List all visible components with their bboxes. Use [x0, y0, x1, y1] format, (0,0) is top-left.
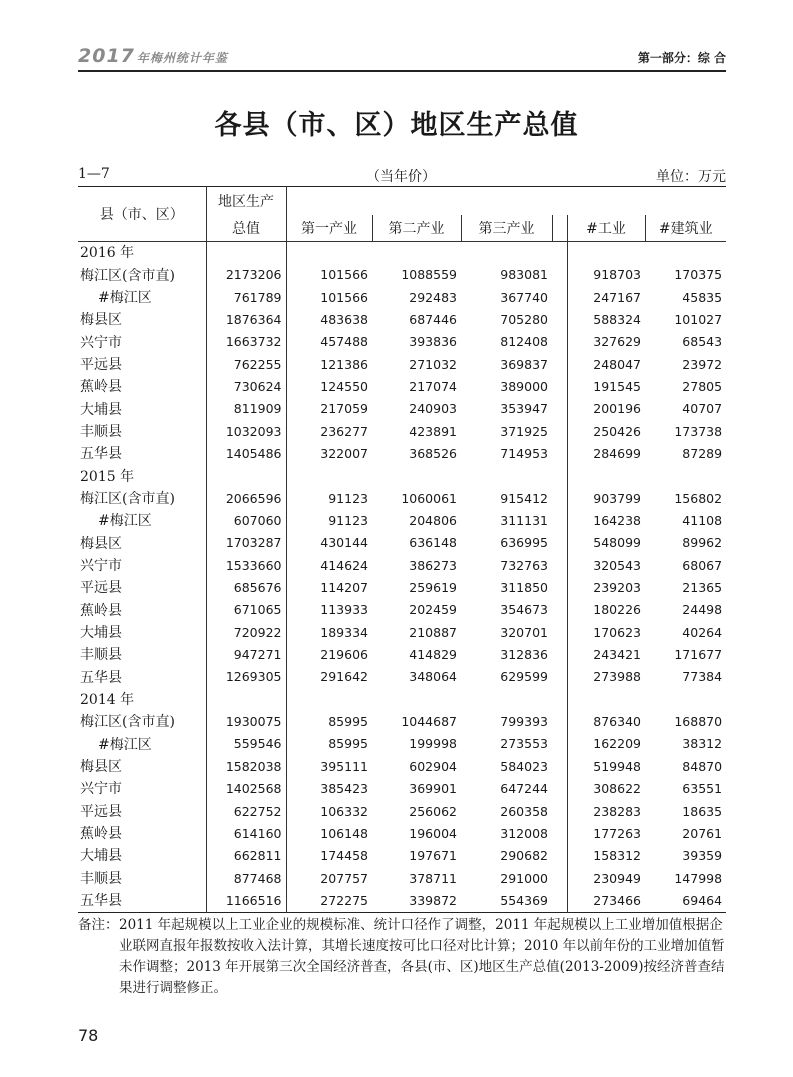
secondary-value: 196004 — [409, 825, 457, 841]
region-name: 大埔县 — [78, 398, 206, 420]
year-label: 2014 年 — [78, 689, 206, 711]
region-name: #梅江区 — [78, 734, 206, 756]
region-name: 兴宁市 — [78, 331, 206, 353]
col-header-gdp-line1: 地区生产 — [206, 187, 286, 216]
table-row — [78, 667, 726, 689]
primary-value: 101566 — [320, 289, 368, 305]
industry-value: 200196 — [593, 401, 641, 417]
primary-value: 322007 — [320, 446, 368, 462]
table-row — [78, 376, 726, 398]
industry-value: 273988 — [593, 669, 641, 685]
region-name: 五华县 — [78, 667, 206, 689]
primary-value: 291642 — [320, 669, 368, 685]
construction-value: 39359 — [682, 848, 723, 864]
industry-value: 273466 — [593, 892, 641, 908]
industry-value: 918703 — [593, 267, 641, 283]
page-number: 78 — [78, 1026, 99, 1045]
gdp-value: 2066596 — [206, 488, 286, 510]
col-header-secondary: 第二产业 — [372, 215, 461, 242]
secondary-value: 204806 — [409, 513, 457, 529]
secondary-value: 378711 — [409, 870, 457, 886]
tertiary-value: 312008 — [500, 825, 548, 841]
tertiary-value: 320701 — [500, 624, 548, 640]
tertiary-value: 584023 — [500, 758, 548, 774]
secondary-value: 256062 — [409, 803, 457, 819]
secondary-value: 199998 — [409, 736, 457, 752]
table-row — [78, 510, 726, 532]
industry-value: 327629 — [593, 334, 641, 350]
region-name: 梅县区 — [78, 532, 206, 554]
primary-value: 483638 — [320, 311, 368, 327]
note-label: 备注： — [78, 917, 119, 933]
industry-value: 243421 — [593, 647, 641, 663]
construction-value: 23972 — [682, 356, 723, 372]
region-name: #梅江区 — [78, 510, 206, 532]
table-row — [78, 398, 726, 420]
construction-value: 20761 — [682, 825, 723, 841]
secondary-value: 386273 — [409, 557, 457, 573]
industry-value: 308622 — [593, 781, 641, 797]
construction-value: 147998 — [674, 870, 723, 886]
construction-value: 101027 — [674, 311, 723, 327]
table-row — [78, 488, 726, 510]
construction-value: 18635 — [682, 803, 723, 819]
gdp-value: 1876364 — [206, 309, 286, 331]
industry-value: 250426 — [593, 423, 641, 439]
primary-value: 207757 — [320, 870, 368, 886]
col-header-primary: 第一产业 — [286, 215, 372, 242]
secondary-value: 369901 — [409, 781, 457, 797]
unit-label: 单位：万元 — [656, 169, 726, 185]
industry-value: 519948 — [593, 758, 641, 774]
tertiary-value: 554369 — [500, 892, 548, 908]
tertiary-value: 389000 — [500, 378, 548, 394]
industry-value: 230949 — [593, 870, 641, 886]
gdp-value: 671065 — [206, 600, 286, 622]
gdp-value: 1703287 — [206, 532, 286, 554]
industry-value: 248047 — [593, 356, 641, 372]
secondary-value: 210887 — [409, 624, 457, 640]
gdp-value: 1663732 — [206, 331, 286, 353]
primary-value: 217059 — [320, 401, 368, 417]
construction-value: 89962 — [682, 535, 723, 551]
construction-value: 21365 — [682, 580, 723, 596]
year-row — [78, 242, 726, 265]
tertiary-value: 353947 — [500, 401, 548, 417]
construction-value: 87289 — [682, 446, 723, 462]
region-name: 蕉岭县 — [78, 376, 206, 398]
gdp-value: 1269305 — [206, 667, 286, 689]
primary-value: 385423 — [320, 781, 368, 797]
region-name: 梅县区 — [78, 756, 206, 778]
table-row — [78, 823, 726, 845]
industry-value: 239203 — [593, 580, 641, 596]
col-header-industry: #工业 — [567, 215, 645, 242]
tertiary-value: 369837 — [500, 356, 548, 372]
region-name: 梅江区(含市直) — [78, 264, 206, 286]
industry-value: 191545 — [593, 378, 641, 394]
primary-value: 113933 — [320, 602, 368, 618]
secondary-value: 259619 — [409, 580, 457, 596]
table-row — [78, 443, 726, 465]
primary-value: 395111 — [320, 758, 368, 774]
construction-value: 24498 — [682, 602, 723, 618]
construction-value: 69464 — [682, 892, 723, 908]
industry-value: 284699 — [593, 446, 641, 462]
gdp-value: 811909 — [206, 398, 286, 420]
primary-value: 174458 — [320, 848, 368, 864]
col-header-region: 县（市、区） — [78, 187, 206, 242]
price-note: （当年价） — [366, 169, 436, 185]
secondary-value: 414829 — [409, 647, 457, 663]
note-text: 2011 年起规模以上工业企业的规模标准、统计口径作了调整，2011 年起规模以上工业增加值根据企业联网直报年报数按收入法计算，其增长速度按可比口径对比计算；2010 年以前年份的工业增加值暂未作调整；2013 年开展第三次全国经济普查，各县(市、区)地区生产总值(2013-2009)按经济普查结果进行调整修正。 — [119, 917, 725, 996]
region-name: 大埔县 — [78, 845, 206, 867]
secondary-value: 393836 — [409, 334, 457, 350]
industry-value: 164238 — [593, 513, 641, 529]
table-row — [78, 532, 726, 554]
construction-value: 45835 — [682, 289, 723, 305]
footnote — [78, 915, 726, 999]
construction-value: 40264 — [682, 624, 723, 640]
tertiary-value: 799393 — [500, 714, 548, 730]
table-row — [78, 734, 726, 756]
tertiary-value: 636995 — [500, 535, 548, 551]
tertiary-value: 290682 — [500, 848, 548, 864]
secondary-value: 687446 — [409, 311, 457, 327]
tertiary-value: 311850 — [500, 580, 548, 596]
table-row — [78, 756, 726, 778]
region-name: 蕉岭县 — [78, 823, 206, 845]
construction-value: 173738 — [674, 423, 723, 439]
region-name: 丰顺县 — [78, 421, 206, 443]
secondary-value: 292483 — [409, 289, 457, 305]
tertiary-value: 812408 — [500, 334, 548, 350]
tertiary-value: 705280 — [500, 311, 548, 327]
tertiary-value: 732763 — [500, 557, 548, 573]
tertiary-value: 647244 — [500, 781, 548, 797]
yearbook-logo — [78, 45, 228, 67]
year-label: 2016 年 — [78, 242, 206, 265]
secondary-value: 339872 — [409, 892, 457, 908]
construction-value: 68543 — [682, 334, 723, 350]
primary-value: 106332 — [320, 803, 368, 819]
tertiary-value: 367740 — [500, 289, 548, 305]
gdp-value: 607060 — [206, 510, 286, 532]
gdp-table — [78, 186, 726, 913]
region-name: 五华县 — [78, 443, 206, 465]
primary-value: 114207 — [320, 580, 368, 596]
primary-value: 236277 — [320, 423, 368, 439]
gdp-value: 1166516 — [206, 890, 286, 913]
region-name: 平远县 — [78, 801, 206, 823]
gdp-value: 622752 — [206, 801, 286, 823]
table-row — [78, 287, 726, 309]
secondary-value: 636148 — [409, 535, 457, 551]
table-row — [78, 868, 726, 890]
region-name: 大埔县 — [78, 622, 206, 644]
primary-value: 457488 — [320, 334, 368, 350]
primary-value: 101566 — [320, 267, 368, 283]
year-label: 2015 年 — [78, 465, 206, 487]
construction-value: 68067 — [682, 557, 723, 573]
table-row — [78, 801, 726, 823]
tertiary-value: 983081 — [500, 267, 548, 283]
construction-value: 40707 — [682, 401, 723, 417]
construction-value: 171677 — [674, 647, 723, 663]
industry-value: 320543 — [593, 557, 641, 573]
region-name: 兴宁市 — [78, 778, 206, 800]
region-name: 五华县 — [78, 890, 206, 913]
gdp-value: 559546 — [206, 734, 286, 756]
secondary-value: 1060061 — [401, 490, 457, 506]
industry-value: 238283 — [593, 803, 641, 819]
tertiary-value: 291000 — [500, 870, 548, 886]
industry-value: 158312 — [593, 848, 641, 864]
primary-value: 106148 — [320, 825, 368, 841]
table-row — [78, 778, 726, 800]
page-title: 各县（市、区）地区生产总值 — [214, 110, 579, 141]
industry-value: 548099 — [593, 535, 641, 551]
table-body — [78, 242, 726, 913]
construction-value: 27805 — [682, 378, 723, 394]
secondary-value: 1044687 — [401, 714, 457, 730]
logo-title: 年梅州统计年鉴 — [136, 51, 228, 65]
table-row — [78, 354, 726, 376]
secondary-value: 271032 — [409, 356, 457, 372]
secondary-value: 1088559 — [401, 267, 457, 283]
table-row — [78, 264, 726, 286]
table-row — [78, 845, 726, 867]
gdp-value: 1930075 — [206, 711, 286, 733]
table-row — [78, 331, 726, 353]
region-name: 蕉岭县 — [78, 600, 206, 622]
primary-value: 121386 — [320, 356, 368, 372]
industry-value: 177263 — [593, 825, 641, 841]
gdp-value: 947271 — [206, 644, 286, 666]
industry-value: 876340 — [593, 714, 641, 730]
construction-value: 41108 — [682, 513, 723, 529]
tertiary-value: 311131 — [500, 513, 548, 529]
gdp-value: 1533660 — [206, 555, 286, 577]
construction-value: 156802 — [674, 490, 723, 506]
gdp-value: 1582038 — [206, 756, 286, 778]
col-header-tertiary: 第三产业 — [461, 215, 552, 242]
year-row — [78, 689, 726, 711]
primary-value: 85995 — [328, 714, 368, 730]
secondary-value: 602904 — [409, 758, 457, 774]
primary-value: 91123 — [328, 490, 368, 506]
gdp-value: 662811 — [206, 845, 286, 867]
table-row — [78, 711, 726, 733]
region-name: 梅县区 — [78, 309, 206, 331]
industry-value: 247167 — [593, 289, 641, 305]
construction-value: 84870 — [682, 758, 723, 774]
region-name: 丰顺县 — [78, 644, 206, 666]
page-header — [78, 44, 726, 72]
tertiary-value: 629599 — [500, 669, 548, 685]
tertiary-value: 260358 — [500, 803, 548, 819]
tertiary-value: 312836 — [500, 647, 548, 663]
gdp-value: 614160 — [206, 823, 286, 845]
gdp-value: 1405486 — [206, 443, 286, 465]
table-row — [78, 421, 726, 443]
primary-value: 189334 — [320, 624, 368, 640]
secondary-value: 197671 — [409, 848, 457, 864]
region-name: 丰顺县 — [78, 868, 206, 890]
table-row — [78, 600, 726, 622]
section-label: 第一部分：综 合 — [637, 51, 726, 65]
primary-value: 272275 — [320, 892, 368, 908]
primary-value: 124550 — [320, 378, 368, 394]
gdp-value: 761789 — [206, 287, 286, 309]
tertiary-value: 273553 — [500, 736, 548, 752]
region-name: 兴宁市 — [78, 555, 206, 577]
table-row — [78, 622, 726, 644]
secondary-value: 423891 — [409, 423, 457, 439]
industry-value: 180226 — [593, 602, 641, 618]
construction-value: 63551 — [682, 781, 723, 797]
primary-value: 219606 — [320, 647, 368, 663]
table-row — [78, 309, 726, 331]
tertiary-value: 371925 — [500, 423, 548, 439]
col-header-gdp-line2: 总值 — [206, 215, 286, 242]
secondary-value: 368526 — [409, 446, 457, 462]
gdp-value: 1402568 — [206, 778, 286, 800]
region-name: 平远县 — [78, 354, 206, 376]
region-name: 梅江区(含市直) — [78, 488, 206, 510]
industry-value: 588324 — [593, 311, 641, 327]
table-row — [78, 644, 726, 666]
region-name: 梅江区(含市直) — [78, 711, 206, 733]
table-row — [78, 555, 726, 577]
tertiary-value: 354673 — [500, 602, 548, 618]
table-code: 1—7 — [78, 166, 110, 182]
primary-value: 91123 — [328, 513, 368, 529]
region-name: 平远县 — [78, 577, 206, 599]
secondary-value: 202459 — [409, 602, 457, 618]
construction-value: 168870 — [674, 714, 723, 730]
tertiary-value: 714953 — [500, 446, 548, 462]
region-name: #梅江区 — [78, 287, 206, 309]
construction-value: 77384 — [682, 669, 723, 685]
gdp-value: 730624 — [206, 376, 286, 398]
year-row — [78, 465, 726, 487]
secondary-value: 240903 — [409, 401, 457, 417]
gdp-value: 2173206 — [206, 264, 286, 286]
table-row — [78, 577, 726, 599]
tertiary-value: 915412 — [500, 490, 548, 506]
gdp-value: 720922 — [206, 622, 286, 644]
secondary-value: 217074 — [409, 378, 457, 394]
industry-value: 903799 — [593, 490, 641, 506]
construction-value: 38312 — [682, 736, 723, 752]
primary-value: 414624 — [320, 557, 368, 573]
logo-year: 2017 — [78, 45, 135, 67]
primary-value: 85995 — [328, 736, 368, 752]
primary-value: 430144 — [320, 535, 368, 551]
gdp-value: 685676 — [206, 577, 286, 599]
gdp-value: 1032093 — [206, 421, 286, 443]
industry-value: 162209 — [593, 736, 641, 752]
construction-value: 170375 — [674, 267, 723, 283]
secondary-value: 348064 — [409, 669, 457, 685]
industry-value: 170623 — [593, 624, 641, 640]
gdp-value: 877468 — [206, 868, 286, 890]
col-header-construction: #建筑业 — [645, 215, 726, 242]
gdp-value: 762255 — [206, 354, 286, 376]
table-row — [78, 890, 726, 913]
